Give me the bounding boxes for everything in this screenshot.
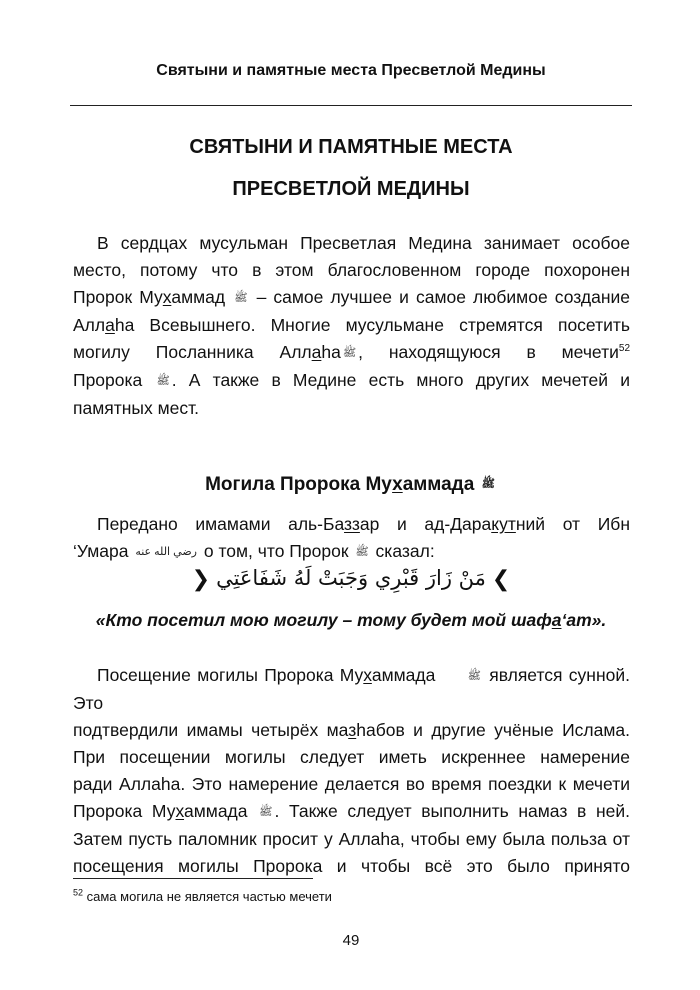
chapter-title-line-1: СВЯТЫНИ И ПАМЯТНЫЕ МЕСТА xyxy=(189,136,513,158)
running-header: Святыни и памятные места Пресветлой Медины xyxy=(156,62,546,79)
hadith-translation: «Кто посетил мою могилу – тому будет мой шафа‘ат». xyxy=(95,610,607,630)
ornament-icon: ❯ xyxy=(491,566,511,592)
paragraph-line: ради Аллаhа. Это намерение делается во время поездки к мечети xyxy=(73,773,630,794)
paragraph-line: посещения могилы Пророка и чтобы всё это было принято xyxy=(73,855,630,876)
hadith-arabic: ❯مَنْ زَارَ قَبْرِي وَجَبَتْ لَهُ شَفَاعَتِي❮ xyxy=(191,566,511,592)
blessing-mark: ﷺ xyxy=(342,346,357,359)
ornament-icon: ❮ xyxy=(191,566,211,592)
paragraph-line: Пророк Мухаммад ﷺ – самое лучшее и самое любимое создание xyxy=(73,284,630,312)
footnote xyxy=(73,889,332,904)
narration-paragraph xyxy=(73,511,630,566)
footnote-rule xyxy=(73,878,313,879)
paragraph-line: Передано имамами аль-Баззар и ад-Даракутний от Ибн xyxy=(97,514,630,534)
paragraph-line: Затем пусть паломник просит у Аллаhа, чтобы ему была польза от xyxy=(73,828,630,849)
blessing-mark: ﷺ xyxy=(259,805,273,818)
paragraph-line: В сердцах мусульман Пресветлая Медина занимает особое xyxy=(97,233,630,253)
visit-paragraph xyxy=(73,662,630,880)
paragraph-line: место, потому что в этом благословенном городе похоронен xyxy=(73,260,630,280)
paragraph-line: памятных мест. xyxy=(73,397,200,418)
paragraph-line: При посещении могилы следует иметь искреннее намерение xyxy=(73,746,630,767)
paragraph-line: Пророка Мухаммада ﷺ . Также следует выполнить намаз в ней. xyxy=(73,798,630,826)
blessing-mark: ﷺ xyxy=(156,374,170,387)
blessing-mark: ﷺ xyxy=(355,545,369,558)
section-heading: Могила Пророка Мухаммада ﷺ xyxy=(205,474,495,495)
blessing-mark: ﷺ xyxy=(467,669,481,682)
footnote-ref: 52 xyxy=(618,343,631,355)
header-rule xyxy=(70,105,632,106)
blessing-mark: ﷺ xyxy=(481,477,495,490)
footnote-text: сама могила не является частью мечети xyxy=(86,889,332,904)
paragraph-line: могилу Посланника Аллаhа ﷺ , находящуюся в мечети$^{52}$ xyxy=(73,339,630,367)
paragraph-line: ‘Умара رضي الله عنه о том, что Пророк ﷺ сказал: xyxy=(73,538,630,566)
blessing-mark: ﷺ xyxy=(234,291,248,304)
paragraph-line: подтвердили имамы четырёх мазhабов и другие учёные Ислама. xyxy=(73,719,630,740)
companion-blessing-mark: رضي الله عنه xyxy=(135,545,197,558)
paragraph-line: Пророка ﷺ . А также в Медине есть много других мечетей и xyxy=(73,367,630,395)
paragraph-line: Аллаhа Всевышнего. Многие мусульмане стремятся посетить xyxy=(73,314,630,335)
chapter-title-line-2: ПРЕСВЕТЛОЙ МЕДИНЫ xyxy=(232,178,470,200)
intro-paragraph xyxy=(73,230,630,422)
paragraph-line: Посещение могилы Пророка Мухаммада ﷺ является сунной. Это xyxy=(73,662,630,717)
footnote-number: 52 xyxy=(73,887,84,898)
page-number: 49 xyxy=(342,932,360,949)
